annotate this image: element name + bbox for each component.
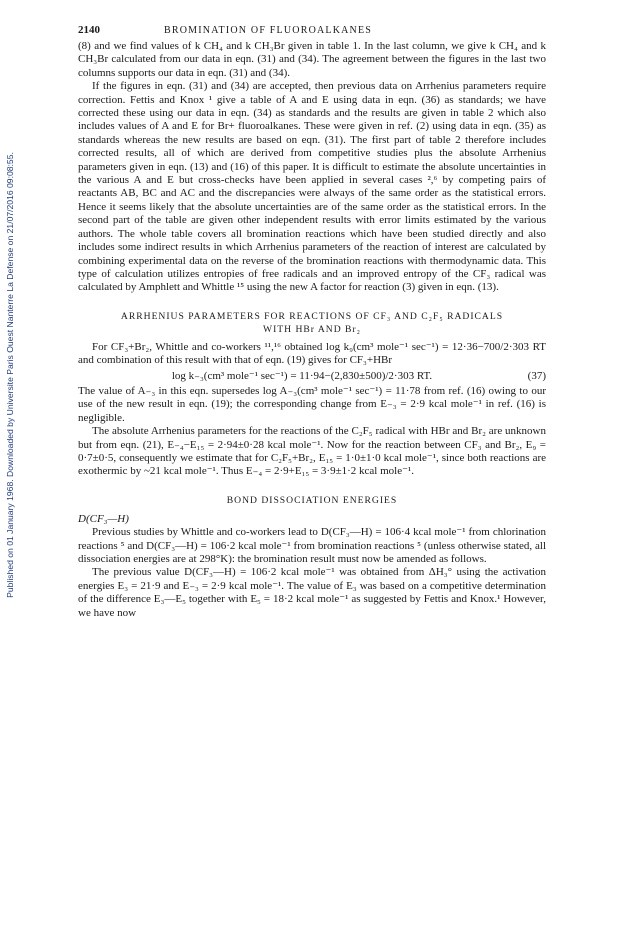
download-watermark <box>2 95 18 655</box>
subsection-heading: D(CF₃—H) <box>78 512 129 525</box>
heading-line: ARRHENIUS PARAMETERS FOR REACTIONS OF CF₃ AND C₂F₅ RADICALS <box>120 310 504 322</box>
paragraph: The previous value D(CF₃—H) = 106·2 kcal mole⁻¹ was obtained from ΔH₃° using the activation energies E₃ = 21·9 and E₋₃ = 2·9 kcal mole⁻¹. The value of E₃ was based on a competitive determination of the difference E₃—E₅ together with E₅ = 18·2 kcal mole⁻¹ as suggested by Fettis and Knox.¹ However, we have now <box>78 566 546 619</box>
paragraph: If the figures in eqn. (31) and (34) are accepted, then previous data on Arrhenius parameters require correction. Fettis and Knox ¹ give a table of A and E using data in eqn. (36) as standards; we have corrected these using our data in eqn. (34) as standards and the results are given in table 2 which also includes values of A and E for Br+ fluoroalkanes. These were given in ref. (2) using data in eqn. (35) as standards whereas the new results are based on eqn. (31). The first part of table 2 therefore includes corrected results, all of which are derived from competitive studies plus the absolute Arrhenius parameters given in eqn. (13) and (16) of this paper. It is difficult to estimate the absolute uncertainties in the various A and E but cross-checks have been applied in several cases ²,⁶ by competing pairs of reactants AB, BC and AC and the discrepancies were always of the same order as the statistical errors. Hence it seems likely that the absolute uncertainties are of the same order as the statistical errors. In the second part of the table are given other independent results with error limits estimated by the various authors. The whole table covers all bromination reactions which have been studied directly and also includes some indirect results in which Arrhenius parameters of the reaction of interest are calculated by combining experimental data on the reverse of the bromination reactions with thermodynamic data. This type of calculation utilizes entropies of free radicals and an improved entropy of the CF₃ radical was calculated by Amphlett and Whittle ¹⁵ using the new A factor for reaction (3) given in eqn. (13). <box>78 80 546 294</box>
equation-37 <box>78 370 546 383</box>
heading-line: WITH HBr AND Br₂ <box>263 323 361 335</box>
paragraph: (8) and we find values of k CH₄ and k CH₃Br given in table 1. In the last column, we give k CH₄ and k CH₃Br calculated from our data in eqn. (31) and (34). The agreement between the figures in the last two columns supports our data in eqn. (31) and (34). <box>78 40 546 79</box>
equation-number: (37) <box>527 369 546 382</box>
watermark-text: Published on 01 January 1968. Downloaded by Universite Paris Ouest Nanterre La Defense on 21/07/2016 09:08:55. <box>5 152 15 598</box>
paragraph: For CF₃+Br₂, Whittle and co-workers ¹¹,¹⁶ obtained log k₉(cm³ mole⁻¹ sec⁻¹) = 12·36−700/2·303 RT and combination of this result with that of eqn. (19) gives for CF₃+HBr <box>78 340 546 367</box>
running-title: BROMINATION OF FLUOROALKANES <box>164 25 373 36</box>
section-heading-bond-energies <box>78 494 546 507</box>
heading-line: BOND DISSOCIATION ENERGIES <box>226 494 398 506</box>
paragraph: The absolute Arrhenius parameters for the reactions of the C₂F₅ radical with HBr and Br₂ are unknown but from eqn. (21), E₋₄−E₁₅ = 2·94±0·28 kcal mole⁻¹. Now for the reaction between CF₃ and Br₂, E₉ = 0·7±0·5, consequently we estimate that for C₂F₅+Br₂, E₁₅ = 1·0±1·0 kcal mole⁻¹, since both reactions are exothermic by ~21 kcal mole⁻¹. Thus E₋₄ = 2·9+E₁₅ = 3·9±1·2 kcal mole⁻¹. <box>78 425 546 478</box>
page-content <box>78 24 546 620</box>
paragraph: Previous studies by Whittle and co-workers lead to D(CF₃—H) = 106·4 kcal mole⁻¹ from chlorination reactions ⁵ and D(CF₃—H) = 106·2 kcal mole⁻¹ from bromination reactions ⁵ (unless otherwise stated, all dissociation energies are at 298°K): the bromination result must now be amended as follows. <box>78 526 546 565</box>
section-heading-arrhenius <box>78 310 546 336</box>
equation-body: log k₋₃(cm³ mole⁻¹ sec⁻¹) = 11·94−(2,830±500)/2·303 RT. <box>171 369 433 382</box>
paragraph: The value of A₋₃ in this eqn. supersedes log A₋₃(cm³ mole⁻¹ sec⁻¹) = 11·78 from ref. (16) owing to our use of the new result in eqn. (19); the corresponding change from E₋₃ = 2·9 kcal mole⁻¹ in ref. (16) is negligible. <box>78 384 546 424</box>
page-number: 2140 <box>78 24 100 36</box>
page-header <box>78 24 546 36</box>
